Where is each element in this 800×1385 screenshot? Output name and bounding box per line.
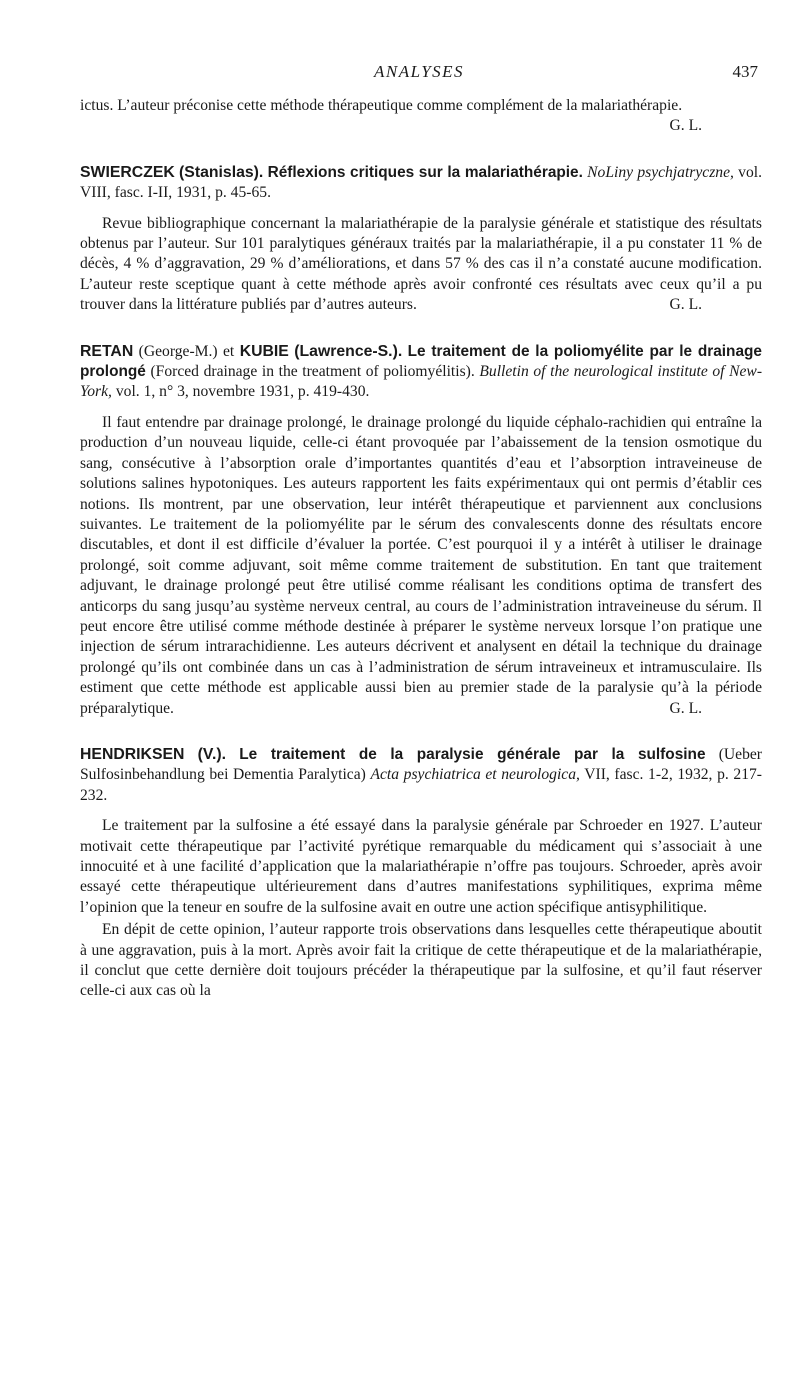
review-citation bbox=[80, 163, 762, 204]
paragraph-text: En dépit de cette opinion, l’auteur rapporte trois observations dans lesquelles cette thérapeutique aboutit à une aggravation, puis à la mort. Après avoir fait la critique de cette thérapeutique et de la malariathérapie, il conclut que cette dernière doit toujours précéder la thérapeutique par la sulfosine, et qu’il faut réserver celle-ci aux cas où la bbox=[80, 921, 762, 1000]
author-conjunction: et bbox=[223, 342, 235, 360]
paragraph-text: Revue bibliographique concernant la malariathérapie de la paralysie générale et statistique des résultats obtenus par l’auteur. Sur 101 paralytiques généraux traités par la malariathérapie, il a pu constater 11 % de décès, 4 % d’aggravation, 29 % d’améliorations, et dans 57 % des cas il n’a constaté aucune modification. L’auteur reste sceptique quant à cette méthode après avoir confronté ces résultats avec ceux qu’il a pu trouver dans la littérature publiés par d’autres auteurs. bbox=[80, 214, 762, 314]
journal-name: Acta psychiatrica et neurologica, bbox=[370, 766, 580, 784]
review-title: Réflexions critiques sur la malariathérapie. bbox=[267, 163, 583, 181]
author-given-name: (George-M.) bbox=[138, 342, 218, 360]
running-title: ANALYSES bbox=[373, 62, 465, 81]
publication-details: vol. VIII, fasc. I-II, 1931, p. 45-65. bbox=[80, 163, 762, 202]
intro-text: ictus. L’auteur préconise cette méthode thérapeutique comme complément de la malariathérapie. bbox=[80, 97, 683, 114]
review-citation bbox=[80, 745, 762, 806]
original-title: (Ueber Sulfosinbehandlung bei Dementia Paralytica) bbox=[80, 745, 763, 784]
paragraph-text: Il faut entendre par drainage prolongé, le drainage prolongé du liquide céphalo-rachidien qui entraîne la production d’un nouveau liquide, celle-ci étant provoquée par l’abaissement de la tension osmotique du sang, consécutive à l’absorption orale d’importantes quantités d’eau et l’absorption intraveineuse de solutions salines hypotoniques. Les auteurs rapportent les faits expérimentaux qui ont permis d’établir ces notions. Ils montrent, par une observation, leur intérêt thérapeutique et parviennent aux conclusions suivantes. Le traitement de la poliomyélite par le sérum des convalescents donne des résultats encore discutables, et dont il est difficile d’évaluer la portée. C’est pourquoi il y a intérêt à utiliser le drainage prolongé, soit comme adjuvant, soit même comme traitement de substitution. En tant que traitement adjuvant, le drainage prolongé peut être utilisé comme réalisant les conditions optima de transfert des anticorps du sang jusqu’au système nerveux central, au cours de l’administration intraveineuse du sérum. Il peut encore être utilisé comme méthode destinée à préparer le système nerveux lorsque l’on pratique une injection de sérum intrarachidienne. Les auteurs décrivent et analysent en détail la technique du drainage prolongé qu’ils ont combinée dans un cas à l’administration de sérum intraveineux et intramusculaire. Ils estiment que cette méthode est applicable aussi bien au premier stade de la paralysie qu’à la période préparalytique. bbox=[80, 413, 762, 717]
review-paragraph bbox=[80, 816, 762, 918]
intro-paragraph bbox=[80, 96, 762, 137]
signature: G. L. bbox=[669, 296, 702, 314]
author-name: SWIERCZEK bbox=[80, 163, 175, 181]
review-heading bbox=[80, 342, 762, 403]
review-heading bbox=[80, 745, 762, 806]
journal-name: NoLiny psychjatryczne, bbox=[587, 163, 734, 181]
review-title: Le traitement de la poliomyélite par le drainage prolongé bbox=[80, 342, 762, 381]
author-name: HENDRIKSEN bbox=[80, 745, 185, 763]
review-paragraph bbox=[80, 214, 762, 316]
original-title: (Forced drainage in the treatment of poliomyélitis). bbox=[150, 363, 475, 381]
review-paragraph bbox=[80, 920, 762, 1002]
review-title: Le traitement de la paralysie générale par la sulfosine bbox=[239, 745, 706, 763]
review-citation bbox=[80, 342, 762, 403]
page-number: 437 bbox=[732, 62, 758, 81]
author-name: KUBIE bbox=[239, 342, 289, 360]
running-head bbox=[80, 62, 758, 86]
paragraph-text: Le traitement par la sulfosine a été essayé dans la paralysie générale par Schroeder en 1927. L’auteur motivait cette thérapeutique par l’activité pyrétique remarquable du médicament qui s’associait à une innocuité et à une facilité d’application que la malariathérapie n’offre pas toujours. Schroeder, après avoir essayé cette thérapeutique ultérieurement dans d’autres manifestations syphilitiques, exprima même l’opinion que la teneur en soufre de la sulfosine avait en outre une action spécifique antisyphilitique. bbox=[80, 817, 762, 916]
publication-details: VII, fasc. 1-2, 1932, p. 217-232. bbox=[80, 766, 762, 804]
signature: G. L. bbox=[669, 699, 702, 717]
author-name: RETAN bbox=[80, 342, 134, 360]
author-given-name: (V.). bbox=[197, 745, 227, 763]
review-paragraph bbox=[80, 413, 762, 719]
author-given-name: (Stanislas). bbox=[179, 163, 264, 181]
publication-details: vol. 1, n° 3, novembre 1931, p. 419-430. bbox=[115, 383, 370, 401]
page-content bbox=[80, 96, 762, 1002]
signature: G. L. bbox=[669, 117, 702, 135]
journal-name: Bulletin of the neurological institute of New-York, bbox=[80, 363, 763, 401]
author-given-name: (Lawrence-S.). bbox=[294, 342, 403, 360]
review-heading bbox=[80, 163, 762, 204]
